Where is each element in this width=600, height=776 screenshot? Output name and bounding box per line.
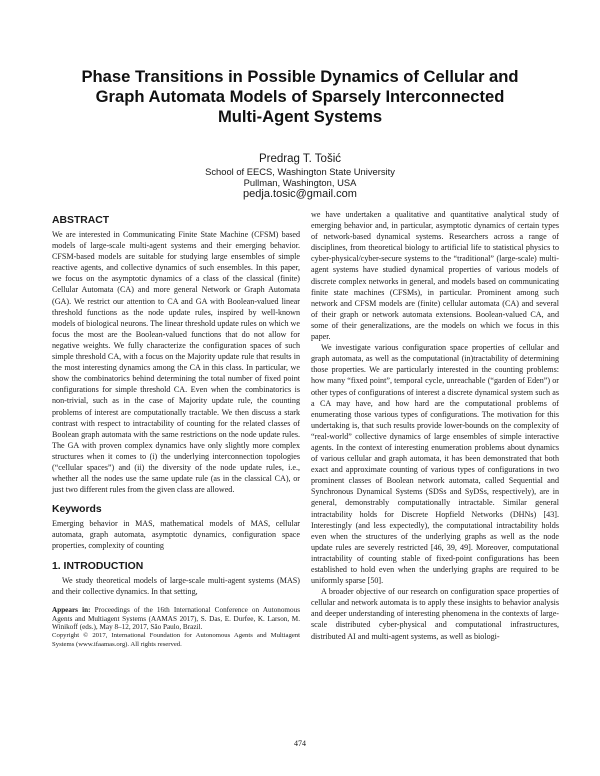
- body-paragraph: A broader objective of our research on configuration space properties of cellular and network automata is to apply these insights to behavior analysis and deeper understanding of interesting phenomena in the contexts of large-scale distributed cyber-physical and computational infrastructures, distributed AI and multi-agent systems, as well as biologi-: [311, 587, 559, 641]
- right-column: [311, 209, 559, 642]
- title-line: Graph Automata Models of Sparsely Interconnected: [95, 87, 505, 106]
- author-block: [150, 152, 450, 201]
- author-affiliation: School of EECS, Washington State University: [205, 166, 395, 177]
- author-name: Predrag T. Tošić: [258, 153, 342, 165]
- introduction-heading: 1. INTRODUCTION: [52, 560, 144, 572]
- paper-title: [40, 67, 560, 127]
- author-email[interactable]: pedja.tosic@gmail.com: [243, 188, 357, 200]
- appears-in-label: Appears in:: [52, 605, 91, 614]
- copyright-notice: Copyright © 2017, International Foundation for Autonomous Agents and Multiagent Systems (www.ifaamas.org). All rights reserved.: [52, 632, 300, 648]
- left-column: [52, 209, 300, 649]
- appears-in-note: [52, 606, 300, 649]
- appears-in-text: Proceedings of the 16th International Conference on Autonomous Agents and Multiagent Systems (AAMAS 2017), S. Das, E. Durfee, K. Larson, M. Winikoff (eds.), May 8–12, 2017, São Paulo, Brazil.: [52, 605, 300, 632]
- body-paragraph: we have undertaken a qualitative and quantitative analytical study of emerging behavior and, in particular, asymptotic dynamics of certain types of network-based dynamical systems. Researchers across a range of disciplines, from theoretical biology to artificial life to statistical physics to cyber-physical/cyber-secure systems to the “traditional” (large-scale) multi-agent systems have studied dynamical properties of various models of discrete complex networks in general, and models based on communicating finite state machines (CFSMs), in particular. Prominent among such network and CFSM models are (finite) cellular automata (CA) and several of their graph or network automata extensions. Boolean-valued CA, and some of their generalizations, are the models on which we focus in this paper.: [311, 210, 559, 342]
- body-paragraph: We investigate various configuration space properties of cellular and graph automata, as well as the computational (in)tractability of determining those properties. We are particularly interested in the counting problems: how many “fixed point”, temporal cycle, unreachable (“garden of Eden”) or other types of configurations of interest a discrete dynamical system such as a CA may have, and how hard are the computational problems of enumerating those various types of configurations. The motivation for this undertaking is, that such results provide lower-bounds on the complexity of “real-world” collective dynamics of large ensembles of simple interactive agents. In the context of interesting enumeration problems about dynamics of various cellular and graph automata, it has been demonstrated that both exact and approximate counting of various types of configurations in two prominent classes of Boolean network automata, called Sequential and Synchronous Dynamical Systems (SDSs and SyDSs, respectively), are in general, demonstrably computationally intractable. Similar general intractability holds for Discrete Hopfield Networks (DHNs) [43]. Interestingly (and less expectedly), the computational intractability holds even when the structures of the underlying graphs as well as the node update rules are severely restricted [46, 39, 49]. Moreover, computational intractability of counting stable of fixed-point configurations has been established to hold even when the underlying graphs are required to be uniformly sparse [50].: [311, 343, 559, 586]
- author-location: Pullman, Washington, USA: [243, 177, 357, 188]
- introduction-text: We study theoretical models of large-scale multi-agent systems (MAS) and their collective dynamics. In that setting,: [52, 575, 300, 596]
- keywords-heading: Keywords: [52, 504, 102, 516]
- title-line: Phase Transitions in Possible Dynamics of Cellular and: [81, 67, 519, 86]
- title-line: Multi-Agent Systems: [217, 107, 383, 126]
- abstract-text: We are interested in Communicating Finite State Machine (CFSM) based models of large-scale multi-agent systems and their emerging behavior. CFSM-based models are suitable for studying large ensembles of simple reactive agents, and collective dynamics of such ensembles. In this paper, we focus on the asymptotic dynamics of a class of the classical (finite) Cellular Automata (CA) and more general Network or Graph Automata (GA). We restrict our attention to CA and GA with Boolean-valued linear threshold functions as the node update rules, inspired by well-known models of biological neurons. The linear threshold update rules on which we focus the most are the Boolean-valued functions that do not allow for negative weights. We fully characterize the configuration spaces of such simple threshold CA, with a focus on the Majority update rule that results in the most interesting dynamics among the CA in this class. In particular, we show the combinatorics behind determining the total number of fixed point configurations for simple threshold CA. Even when the combinatorics is non-trivial, such as in the case of Majority update rule, the counting problems of interest are computationally tractable. We then discuss a stark contrast with respect to intractability of counting for the related classes of Boolean graph automata with the same restrictions on the node update rules. The GA with proven complex dynamics have only slightly more complex structures when it comes to (i) the underlying interconnection topologies (“cellular spaces”) and (ii) the diversity of the node update rules, i.e., whether all the nodes use the same update rule (as in the classical CA), or just two different rules from the given class are allowed.: [52, 230, 300, 495]
- abstract-heading: ABSTRACT: [52, 215, 110, 226]
- page-number: 474: [294, 739, 306, 748]
- keywords-text: Emerging behavior in MAS, mathematical models of MAS, cellular automata, graph automata, asymptotic dynamics, configuration space properties, complexity of counting: [52, 519, 300, 551]
